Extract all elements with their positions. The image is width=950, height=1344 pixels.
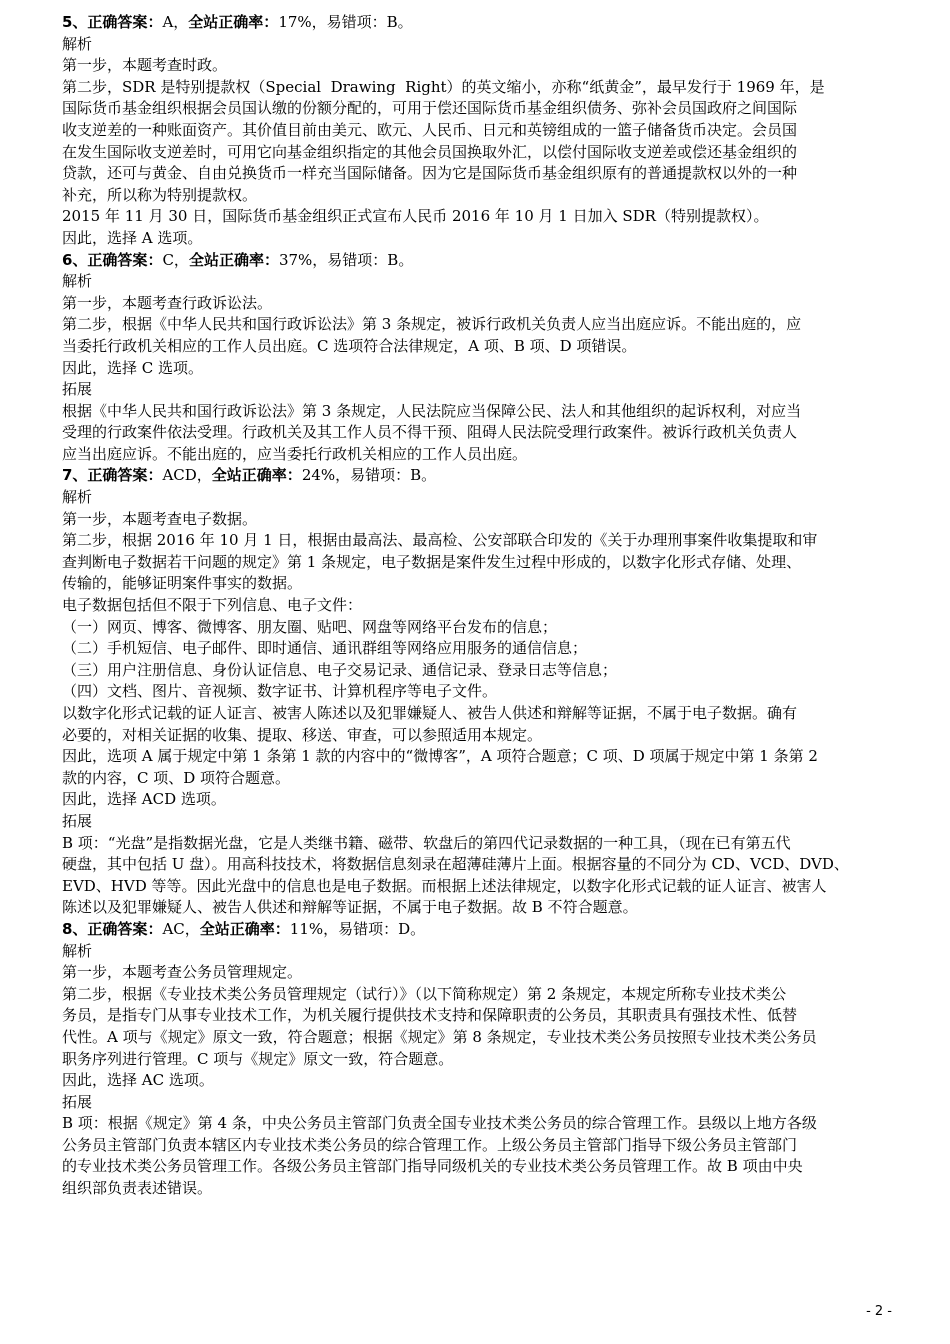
question-7-line: 以数字化形式记载的证人证言、被害人陈述以及犯罪嫌疑人、被告人供述和辩解等证据，不属于电子数据。确有 <box>62 704 798 722</box>
question-7-line: 传输的，能够证明案件事实的数据。 <box>62 574 303 593</box>
question-5-analysis-label: 解析 <box>62 34 93 53</box>
question-7-line: 第一步，本题考查电子数据。 <box>62 509 258 528</box>
question-5-line: 补充，所以称为特别提款权。 <box>62 185 258 204</box>
question-8-extension-line: B 项：根据《规定》第 4 条，中央公务员主管部门负责全国专业技术类公务员的综合管理工作。县级以上地方各级 <box>62 1114 817 1133</box>
question-7-extension-line: 硬盘，其中包括 U 盘）。用高科技技术，将数据信息刻录在超薄硅薄片上面。根据容量的不同分为 CD、VCD、DVD、 <box>62 855 849 874</box>
question-7-line: 查判断电子数据若干问题的规定》第 1 条规定，电子数据是案件发生过程中形成的，以数字化形式存储、处理、 <box>62 552 802 571</box>
question-8-line: 第二步，根据《专业技术类公务员管理规定（试行）》（以下简称规定）第 2 条规定，本规定所称专业技术类公 <box>62 984 787 1003</box>
question-8-line: 务员，是指专门从事专业技术工作，为机关履行提供技术支持和保障职责的公务员，其职责具有强技术性、低替 <box>62 1006 798 1025</box>
question-7-header: 7、正确答案：ACD，全站正确率：24%，易错项：B。 <box>62 466 437 485</box>
question-8-line: 职务序列进行管理。C 项与《规定》原文一致，符合题意。 <box>62 1049 454 1068</box>
question-8-line: 代性。A 项与《规定》原文一致，符合题意；根据《规定》第 8 条规定，专业技术类公务员按照专业技术类公务员 <box>62 1027 817 1046</box>
question-6-analysis-label: 解析 <box>62 272 93 291</box>
question-6-line: 第一步，本题考查行政诉讼法。 <box>62 293 273 312</box>
question-7-line: （一）网页、博客、微博客、朋友圈、贴吧、网盘等网络平台发布的信息； <box>62 617 558 636</box>
question-6-line: 因此，选择 C 选项。 <box>62 358 204 377</box>
question-7-line: 因此，选项 A 属于规定中第 1 条第 1 款的内容中的“微博客”，A 项符合题意；C 项、D 项属于规定中第 1 条第 2 <box>62 747 818 766</box>
question-7-extension-line: 陈述以及犯罪嫌疑人、被告人供述和辩解等证据，不属于电子数据。故 B 不符合题意。 <box>62 898 638 917</box>
question-5-line: 在发生国际收支逆差时，可用它向基金组织指定的其他会员国换取外汇，以偿付国际收支逆差或偿还基金组织的 <box>62 142 798 161</box>
question-7-line: （四）文档、图片、音视频、数字证书、计算机程序等电子文件。 <box>62 682 498 701</box>
question-6-extension-line: 受理的行政案件依法受理。行政机关及其工作人员不得干预、阻碍人民法院受理行政案件。被诉行政机关负责人 <box>62 423 798 442</box>
question-7-line: 第二步，根据 2016 年 10 月 1 日，根据由最高法、最高检、公安部联合印发的《关于办理刑事案件收集提取和审 <box>62 531 818 550</box>
question-5-line: 贷款，还可与黄金、自由兑换货币一样充当国际储备。因为它是国际货币基金组织原有的普通提款权以外的一种 <box>62 164 798 183</box>
question-8-extension-line: 的专业技术类公务员管理工作。各级公务员主管部门指导同级机关的专业技术类公务员管理工作。故 B 项由中央 <box>62 1157 803 1176</box>
question-5-line: 收支逆差的一种账面资产。其价值目前由美元、欧元、人民币、日元和英镑组成的一篮子储备货币决定。会员国 <box>62 120 798 139</box>
question-8-analysis-label: 解析 <box>62 941 93 960</box>
question-7-line: （二）手机短信、电子邮件、即时通信、通讯群组等网络应用服务的通信信息； <box>62 639 588 658</box>
question-8-extension-line: 组织部负责表述错误。 <box>62 1179 213 1198</box>
question-5-line: 2015 年 11 月 30 日，国际货币基金组织正式宣布人民币 2016 年 10 月 1 日加入 SDR（特别提款权）。 <box>62 207 769 226</box>
question-6-line: 第二步，根据《中华人民共和国行政诉讼法》第 3 条规定，被诉行政机关负责人应当出庭应诉。不能出庭的，应 <box>62 315 802 334</box>
question-6-extension-line: 应当出庭应诉。不能出庭的，应当委托行政机关相应的工作人员出庭。 <box>62 444 528 463</box>
question-5-line: 第一步，本题考查时政。 <box>62 56 228 75</box>
question-8-line: 第一步，本题考查公务员管理规定。 <box>62 963 303 982</box>
question-7-line: 电子数据包括但不限于下列信息、电子文件： <box>62 596 363 615</box>
question-6-header: 6、正确答案：C，全站正确率：37%，易错项：B。 <box>62 250 414 269</box>
question-5-line: 因此，选择 A 选项。 <box>62 228 203 247</box>
document-page <box>62 12 892 1200</box>
question-7-line: 因此，选择 ACD 选项。 <box>62 790 226 809</box>
question-7-analysis-label: 解析 <box>62 488 93 507</box>
question-7-line: （三）用户注册信息、身份认证信息、电子交易记录、通信记录、登录日志等信息； <box>62 660 618 679</box>
question-7-extension-line: EVD、HVD 等等。因此光盘中的信息也是电子数据。而根据上述法律规定，以数字化形式记载的证人证言、被害人 <box>62 876 827 895</box>
question-7-extension-label: 拓展 <box>62 811 93 830</box>
question-6-extension-line: 根据《中华人民共和国行政诉讼法》第 3 条规定，人民法院应当保障公民、法人和其他组织的起诉权利，对应当 <box>62 401 802 420</box>
question-6-line: 当委托行政机关相应的工作人员出庭。C 选项符合法律规定，A 项、B 项、D 项错误。 <box>62 336 637 355</box>
question-6-extension-label: 拓展 <box>62 380 93 399</box>
page-number: - 2 - <box>866 1304 892 1319</box>
question-5-line: 国际货币基金组织根据会员国认缴的份额分配的，可用于偿还国际货币基金组织债务、弥补会员国政府之间国际 <box>62 99 798 118</box>
question-8-extension-label: 拓展 <box>62 1092 93 1111</box>
question-7-line: 必要的，对相关证据的收集、提取、移送、审查，可以参照适用本规定。 <box>62 725 543 744</box>
question-5-line: 第二步，SDR 是特别提款权（Special Drawing Right）的英文缩小，亦称“纸黄金”，最早发行于 1969 年，是 <box>62 77 825 96</box>
question-8-line: 因此，选择 AC 选项。 <box>62 1071 214 1090</box>
question-8-extension-line: 公务员主管部门负责本辖区内专业技术类公务员的综合管理工作。上级公务员主管部门指导下级公务员主管部门 <box>62 1135 798 1154</box>
question-5-header: 5、正确答案：A，全站正确率：17%，易错项：B。 <box>62 13 413 31</box>
question-7-line: 款的内容，C 项、D 项符合题意。 <box>62 768 291 787</box>
question-8-header: 8、正确答案：AC，全站正确率：11%，易错项：D。 <box>62 919 426 938</box>
question-7-extension-line: B 项：“光盘”是指数据光盘，它是人类继书籍、磁带、软盘后的第四代记录数据的一种工具，（现在已有第五代 <box>62 833 791 852</box>
